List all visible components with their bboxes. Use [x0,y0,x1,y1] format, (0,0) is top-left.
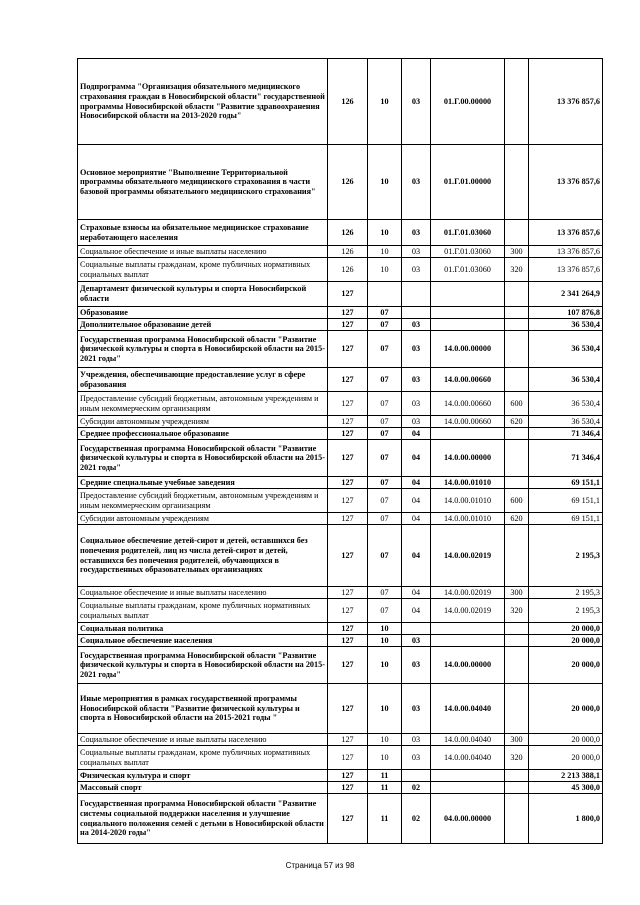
table-row [78,331,603,368]
row-csr: 14.0.00.04040 [431,684,505,734]
table-row [78,392,603,416]
row-rz [368,282,402,307]
row-pr: 03 [402,746,431,770]
row-pr: 04 [402,599,431,623]
row-csr: 14.0.00.04040 [431,734,505,746]
row-sum: 13 376 857,6 [529,258,603,282]
row-pr: 03 [402,258,431,282]
row-sum: 20 000,0 [529,647,603,684]
row-rz: 11 [368,770,402,782]
row-pr: 03 [402,635,431,647]
row-sum: 45 300,0 [529,782,603,794]
row-ved: 126 [328,59,368,145]
row-vr: 320 [505,746,529,770]
row-vr: 600 [505,489,529,513]
row-rz: 10 [368,59,402,145]
table-row [78,282,603,307]
row-csr: 14.0.00.02019 [431,525,505,587]
row-sum: 13 376 857,6 [529,246,603,258]
row-ved: 127 [328,489,368,513]
row-sum: 20 000,0 [529,684,603,734]
row-name: Субсидии автономным учреждениям [78,416,328,428]
row-csr [431,635,505,647]
row-pr: 04 [402,440,431,477]
budget-table [77,58,603,844]
row-csr: 14.0.00.02019 [431,599,505,623]
row-rz: 10 [368,647,402,684]
row-ved: 127 [328,770,368,782]
row-name: Государственная программа Новосибирской области "Развитие системы социальной поддержки населения и улучшение социального положения семей с детьми в Новосибирской области на 2014-2020 годы" [78,794,328,844]
row-rz: 07 [368,525,402,587]
row-name: Социальные выплаты гражданам, кроме публичных нормативных социальных выплат [78,599,328,623]
row-csr: 14.0.00.00000 [431,331,505,368]
row-rz: 11 [368,794,402,844]
row-csr: 14.0.00.00660 [431,416,505,428]
table-row [78,145,603,220]
row-name: Учреждения, обеспечивающие предоставление услуг в сфере образования [78,368,328,392]
row-pr [402,770,431,782]
row-name: Среднее профессиональное образование [78,428,328,440]
row-name: Социальная политика [78,623,328,635]
row-ved: 127 [328,684,368,734]
table-row [78,734,603,746]
row-rz: 07 [368,513,402,525]
row-pr [402,282,431,307]
row-csr: 14.0.00.00000 [431,647,505,684]
row-pr: 04 [402,489,431,513]
row-pr [402,623,431,635]
table-row [78,525,603,587]
row-pr: 03 [402,416,431,428]
row-name: Субсидии автономным учреждениям [78,513,328,525]
row-rz: 10 [368,746,402,770]
row-vr [505,220,529,246]
row-name: Социальное обеспечение и иные выплаты населению [78,587,328,599]
row-ved: 127 [328,623,368,635]
row-ved: 127 [328,635,368,647]
row-ved: 127 [328,794,368,844]
row-rz: 07 [368,428,402,440]
row-vr: 320 [505,599,529,623]
row-ved: 127 [328,746,368,770]
row-name: Подпрограмма "Организация обязательного медицинского страхования граждан в Новосибирской области" государственной программы Новосибирской области "Развитие здравоохранения Новосибирской области на 2013-2020 годы" [78,59,328,145]
row-sum: 1 800,0 [529,794,603,844]
row-vr [505,331,529,368]
row-pr: 04 [402,587,431,599]
row-vr [505,684,529,734]
row-csr: 14.0.00.00660 [431,368,505,392]
row-vr [505,647,529,684]
row-ved: 127 [328,587,368,599]
row-name: Дополнительное образование детей [78,319,328,331]
table-row [78,477,603,489]
table-row [78,428,603,440]
row-rz: 07 [368,331,402,368]
row-pr: 04 [402,477,431,489]
row-ved: 127 [328,477,368,489]
row-sum: 20 000,0 [529,746,603,770]
row-csr: 04.0.00.00000 [431,794,505,844]
row-sum: 36 530,4 [529,416,603,428]
row-sum: 36 530,4 [529,392,603,416]
row-sum: 2 195,3 [529,525,603,587]
row-sum: 69 151,1 [529,489,603,513]
row-sum: 107 876,8 [529,307,603,319]
row-name: Физическая культура и спорт [78,770,328,782]
row-ved: 127 [328,782,368,794]
row-vr [505,635,529,647]
row-sum: 20 000,0 [529,734,603,746]
row-name: Государственная программа Новосибирской области "Развитие физической культуры и спорта в Новосибирской области на 2015-2021 годы" [78,331,328,368]
row-rz: 07 [368,477,402,489]
row-csr: 01.Г.01.03060 [431,246,505,258]
table-row [78,770,603,782]
row-name: Социальные выплаты гражданам, кроме публичных нормативных социальных выплат [78,746,328,770]
row-vr: 600 [505,392,529,416]
table-row [78,416,603,428]
row-rz: 10 [368,635,402,647]
row-csr [431,319,505,331]
row-rz: 07 [368,599,402,623]
row-sum: 69 151,1 [529,513,603,525]
row-ved: 127 [328,525,368,587]
row-rz: 07 [368,319,402,331]
row-sum: 20 000,0 [529,635,603,647]
row-vr [505,477,529,489]
row-rz: 07 [368,416,402,428]
row-sum: 13 376 857,6 [529,59,603,145]
row-vr [505,623,529,635]
table-row [78,794,603,844]
row-name: Государственная программа Новосибирской области "Развитие физической культуры и спорта в Новосибирской области на 2015-2021 годы" [78,440,328,477]
row-sum: 36 530,4 [529,368,603,392]
row-ved: 127 [328,368,368,392]
row-rz: 10 [368,623,402,635]
row-ved: 127 [328,319,368,331]
table-row [78,319,603,331]
row-pr: 04 [402,428,431,440]
row-csr: 14.0.00.01010 [431,489,505,513]
row-ved: 127 [328,440,368,477]
row-rz: 10 [368,258,402,282]
row-sum: 71 346,4 [529,428,603,440]
row-ved: 127 [328,392,368,416]
row-pr: 03 [402,319,431,331]
table-row [78,59,603,145]
row-csr: 01.Г.01.03060 [431,220,505,246]
row-rz: 10 [368,246,402,258]
row-name: Социальное обеспечение и иные выплаты населению [78,734,328,746]
row-vr [505,428,529,440]
row-vr [505,59,529,145]
row-vr: 620 [505,416,529,428]
row-csr: 14.0.00.01010 [431,477,505,489]
row-vr [505,282,529,307]
row-name: Иные мероприятия в рамках государственной программы Новосибирской области "Развитие физической культуры и спорта в Новосибирской области на 2015-2021 годы " [78,684,328,734]
table-row [78,684,603,734]
row-vr: 300 [505,734,529,746]
row-ved: 127 [328,331,368,368]
row-ved: 127 [328,513,368,525]
row-pr [402,307,431,319]
row-csr: 01.Г.01.03060 [431,258,505,282]
row-rz: 10 [368,220,402,246]
table-row [78,246,603,258]
row-vr [505,307,529,319]
table-row [78,746,603,770]
row-sum: 2 213 388,1 [529,770,603,782]
row-pr: 03 [402,331,431,368]
row-vr [505,525,529,587]
row-vr: 300 [505,246,529,258]
row-pr: 03 [402,392,431,416]
row-csr [431,428,505,440]
row-sum: 71 346,4 [529,440,603,477]
row-rz: 10 [368,684,402,734]
row-vr [505,440,529,477]
row-rz: 11 [368,782,402,794]
row-vr [505,145,529,220]
table-row [78,782,603,794]
row-sum: 13 376 857,6 [529,145,603,220]
row-sum: 2 341 264,9 [529,282,603,307]
row-ved: 127 [328,428,368,440]
row-csr: 14.0.00.02019 [431,587,505,599]
row-rz: 07 [368,368,402,392]
row-rz: 10 [368,734,402,746]
row-name: Социальное обеспечение детей-сирот и детей, оставшихся без попечения родителей, лиц из числа детей-сирот и детей, оставшихся без попечения родителей, обучающихся в государственных образовательных организациях [78,525,328,587]
row-rz: 07 [368,587,402,599]
row-sum: 13 376 857,6 [529,220,603,246]
row-csr: 14.0.00.00000 [431,440,505,477]
row-rz: 07 [368,489,402,513]
row-pr: 03 [402,220,431,246]
row-vr [505,319,529,331]
row-name: Социальные выплаты гражданам, кроме публичных нормативных социальных выплат [78,258,328,282]
row-pr: 04 [402,525,431,587]
row-name: Основное мероприятие "Выполнение Территориальной программы обязательного медицинского страхования в части базовой программы обязательного медицинского страхования" [78,145,328,220]
row-name: Массовый спорт [78,782,328,794]
table-row [78,587,603,599]
row-pr: 02 [402,794,431,844]
row-rz: 07 [368,392,402,416]
row-ved: 127 [328,647,368,684]
row-name: Социальное обеспечение населения [78,635,328,647]
row-vr [505,770,529,782]
row-csr [431,623,505,635]
table-row [78,635,603,647]
row-csr: 01.Г.01.00000 [431,145,505,220]
table-row [78,599,603,623]
row-ved: 126 [328,220,368,246]
table-row [78,489,603,513]
row-vr [505,782,529,794]
row-vr: 320 [505,258,529,282]
row-pr: 03 [402,368,431,392]
row-pr: 04 [402,513,431,525]
row-csr [431,307,505,319]
table-row [78,623,603,635]
row-pr: 03 [402,684,431,734]
table-row [78,368,603,392]
row-name: Предоставление субсидий бюджетным, автономным учреждениям и иным некоммерческим организациям [78,489,328,513]
row-pr: 03 [402,246,431,258]
row-ved: 126 [328,258,368,282]
row-pr: 03 [402,647,431,684]
row-csr [431,282,505,307]
row-ved: 127 [328,282,368,307]
row-vr [505,794,529,844]
row-sum: 36 530,4 [529,331,603,368]
row-ved: 127 [328,416,368,428]
table-row [78,258,603,282]
table-row [78,440,603,477]
row-pr: 03 [402,734,431,746]
row-csr [431,782,505,794]
row-sum: 36 530,4 [529,319,603,331]
row-pr: 02 [402,782,431,794]
row-csr: 01.Г.00.00000 [431,59,505,145]
table-row [78,220,603,246]
row-pr: 03 [402,145,431,220]
table-row [78,647,603,684]
row-name: Страховые взносы на обязательное медицинское страхование неработающего населения [78,220,328,246]
row-ved: 126 [328,145,368,220]
row-pr: 03 [402,59,431,145]
row-csr [431,770,505,782]
row-ved: 127 [328,599,368,623]
row-csr: 14.0.00.04040 [431,746,505,770]
row-sum: 2 195,3 [529,599,603,623]
table-row [78,513,603,525]
row-vr: 620 [505,513,529,525]
row-name: Средние специальные учебные заведения [78,477,328,489]
page-footer: Страница 57 из 98 [285,861,355,870]
table-row [78,307,603,319]
row-ved: 127 [328,734,368,746]
row-vr: 300 [505,587,529,599]
row-sum: 20 000,0 [529,623,603,635]
row-name: Департамент физической культуры и спорта Новосибирской области [78,282,328,307]
row-rz: 10 [368,145,402,220]
row-ved: 127 [328,307,368,319]
row-sum: 69 151,1 [529,477,603,489]
row-name: Государственная программа Новосибирской области "Развитие физической культуры и спорта в Новосибирской области на 2015-2021 годы" [78,647,328,684]
row-csr: 14.0.00.00660 [431,392,505,416]
row-name: Социальное обеспечение и иные выплаты населению [78,246,328,258]
row-vr [505,368,529,392]
row-csr: 14.0.00.01010 [431,513,505,525]
row-rz: 07 [368,440,402,477]
row-ved: 126 [328,246,368,258]
row-name: Предоставление субсидий бюджетным, автономным учреждениям и иным некоммерческим организациям [78,392,328,416]
row-rz: 07 [368,307,402,319]
row-name: Образование [78,307,328,319]
row-sum: 2 195,3 [529,587,603,599]
